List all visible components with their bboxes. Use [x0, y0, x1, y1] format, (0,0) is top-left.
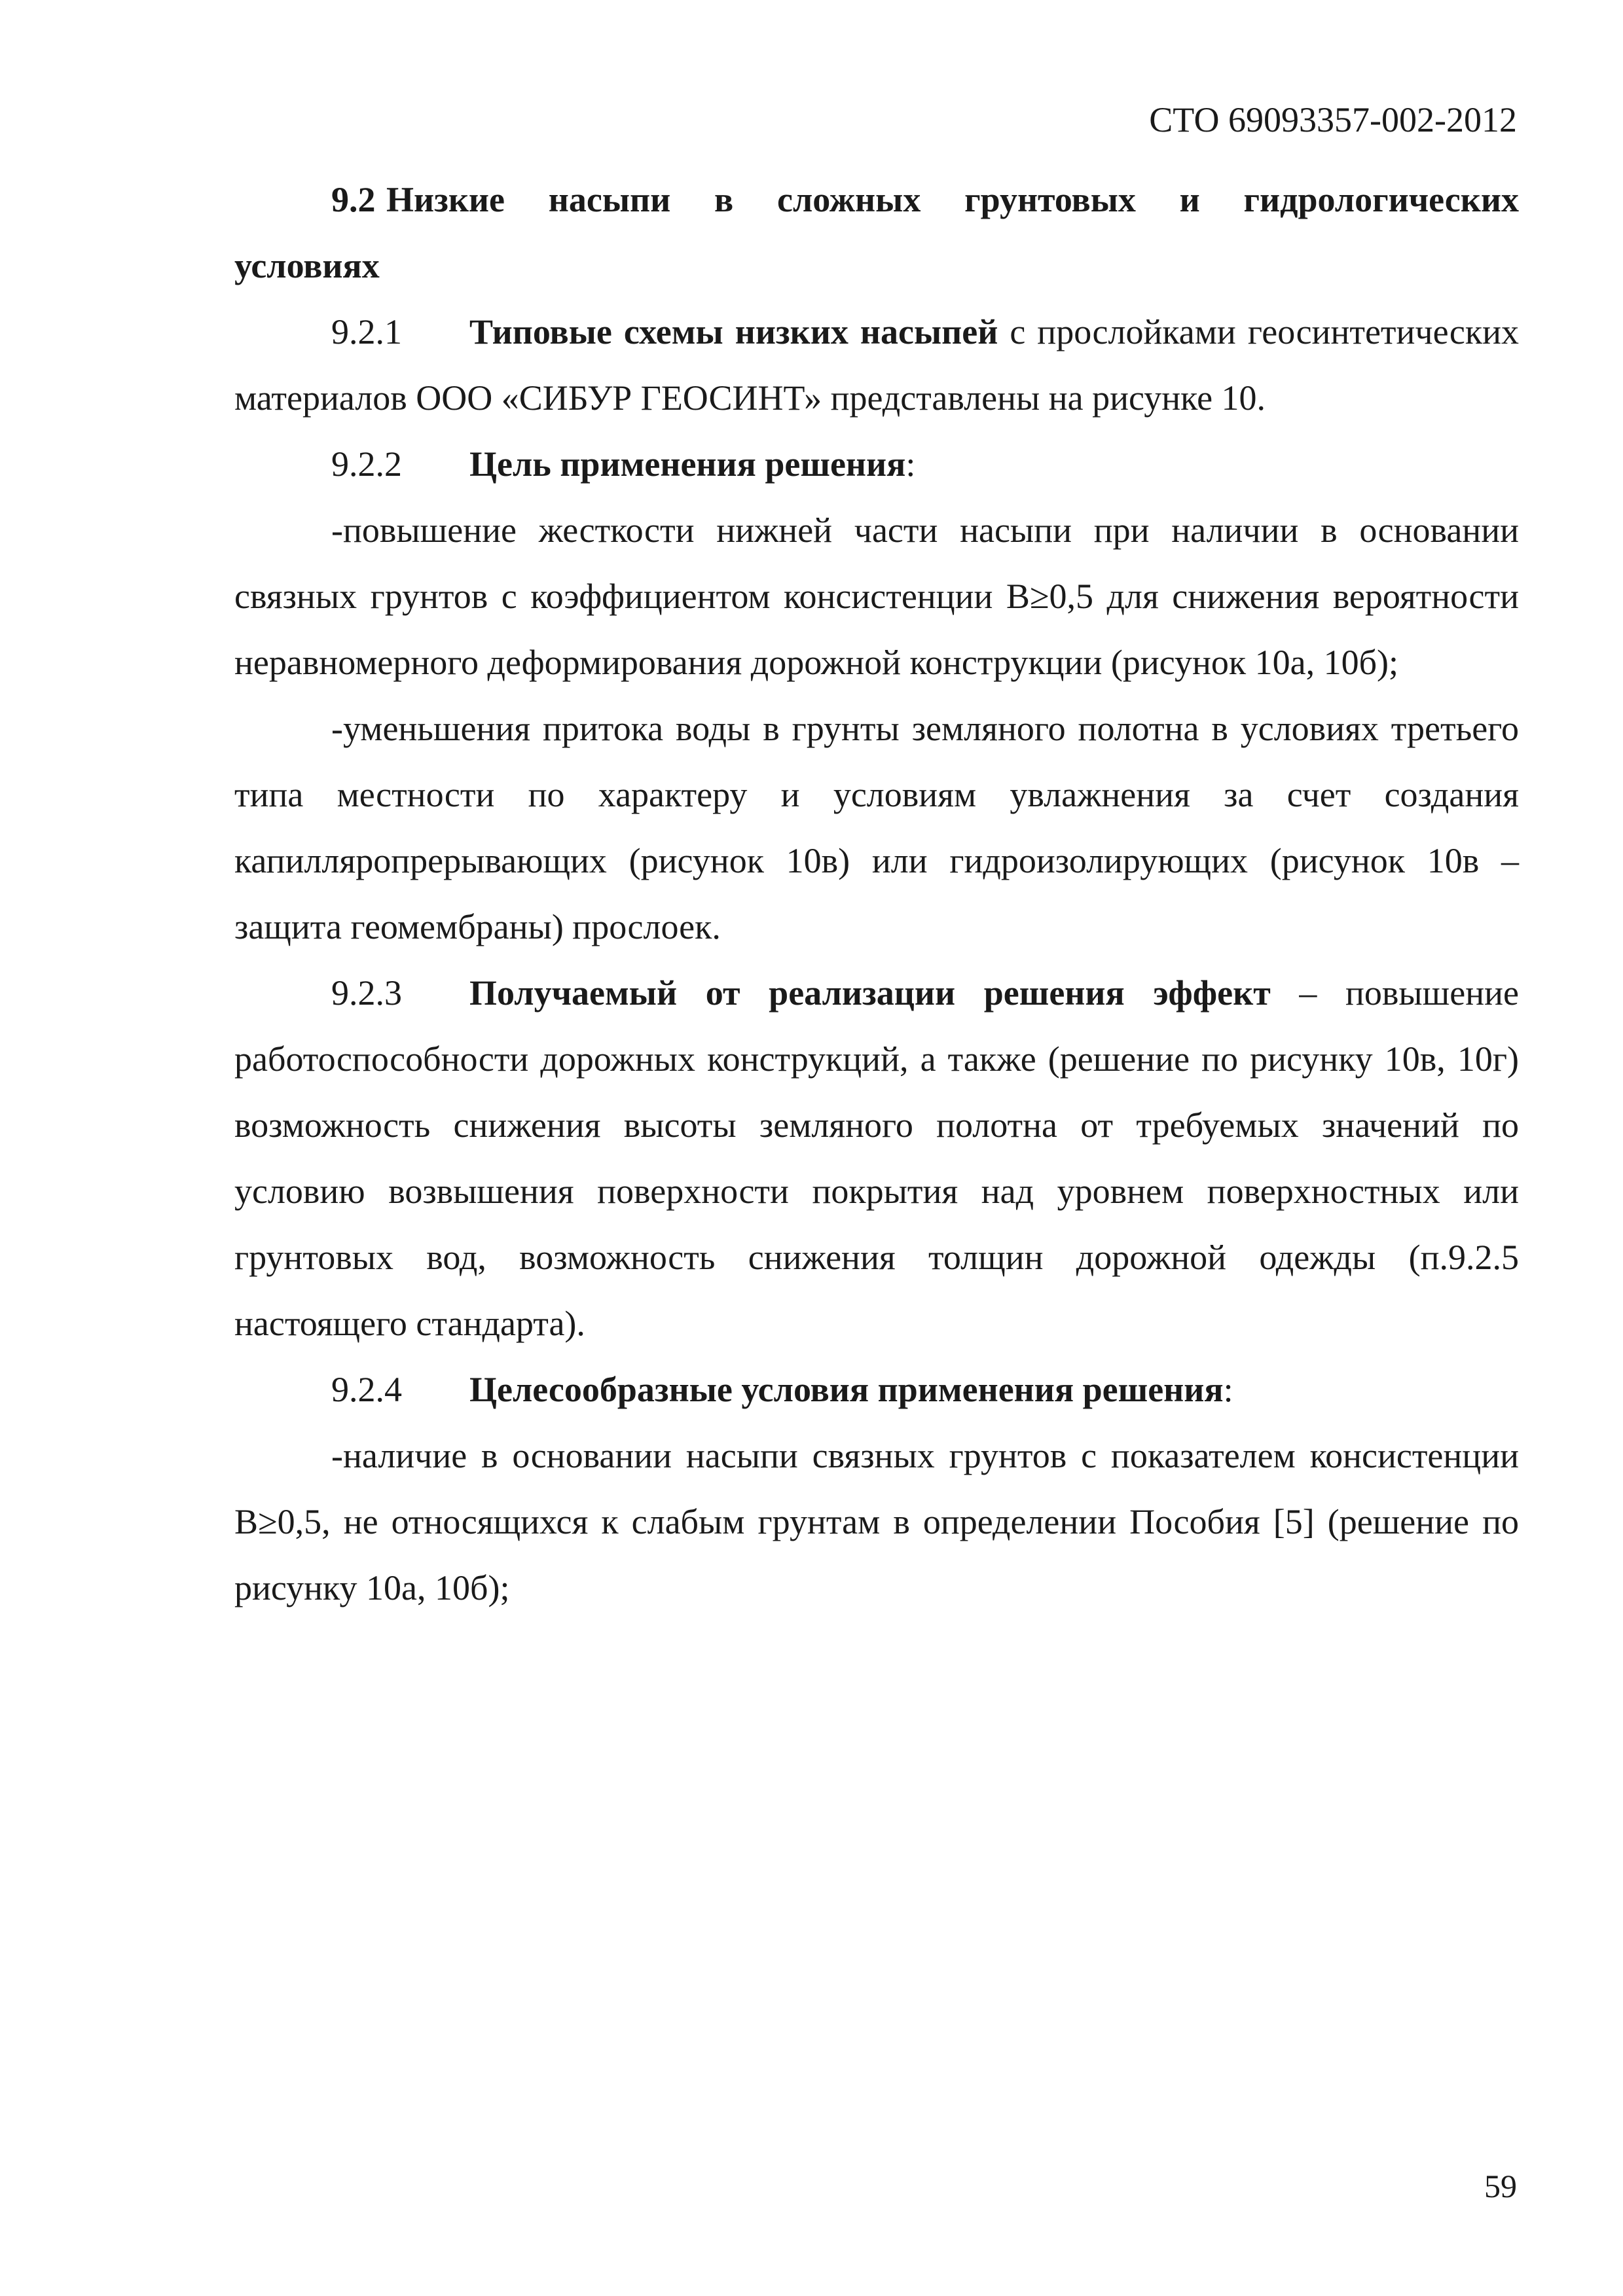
clause-text: : — [1223, 1370, 1233, 1409]
clause-number: 9.2.3 — [331, 973, 402, 1013]
clause-bold-text: Получаемый от реализации решения эффект — [469, 973, 1271, 1013]
paragraph-9-2-3 — [234, 960, 1519, 1357]
page-content — [234, 167, 1519, 1621]
page-number: 59 — [1484, 2168, 1517, 2204]
clause-number: 9.2.1 — [331, 312, 402, 351]
bullet-paragraph: -повышение жесткости нижней части насыпи при наличии в основании связных грунтов с коэффициентом консистенции B≥0,5 для снижения вероятности неравномерного деформирования дорожной конструкции (рисунок 10а, 10б); — [234, 511, 1519, 682]
clause-bold-text: Цель применения решения — [469, 444, 906, 484]
section-number: 9.2 — [331, 180, 376, 219]
section-title: Низкие насыпи в сложных грунтовых и гидрологических условиях — [234, 180, 1519, 285]
clause-bold-text: Типовые схемы низких насыпей — [469, 312, 998, 351]
document-code: СТО 69093357-002-2012 — [1149, 100, 1517, 139]
section-heading — [234, 167, 1519, 299]
clause-number: 9.2.2 — [331, 444, 402, 484]
bullet-paragraph: -наличие в основании насыпи связных грунтов с показателем консистенции B≥0,5, не относящихся к слабым грунтам в определении Пособия [5] (решение по рисунку 10а, 10б); — [234, 1436, 1519, 1607]
bullet-paragraph: -уменьшения притока воды в грунты земляного полотна в условиях третьего типа местности по характеру и условиям увлажнения за счет создания капилляропрерывающих (рисунок 10в) или гидроизолирующих (рисунок 10в – защита геомембраны) прослоек. — [234, 709, 1519, 946]
paragraph-9-2-4 — [234, 1357, 1519, 1423]
clause-bold-text: Целесообразные условия применения решения — [469, 1370, 1224, 1409]
clause-text: – повышение работоспособности дорожных конструкций, а также (решение по рисунку 10в, 10г) возможность снижения высоты земляного полотна от требуемых значений по условию возвышения поверхности покрытия над уровнем поверхностных или грунтовых вод, возможность снижения толщин дорожной одежды (п.9.2.5 настоящего стандарта). — [234, 973, 1519, 1343]
clause-number: 9.2.4 — [331, 1370, 402, 1409]
clause-text: с прослойками геосинтетических материалов ООО «СИБУР ГЕОСИНТ» представлены на рисунке 10. — [234, 312, 1519, 418]
clause-text: : — [905, 444, 916, 484]
paragraph-9-2-1 — [234, 299, 1519, 431]
paragraph-9-2-2 — [234, 431, 1519, 497]
